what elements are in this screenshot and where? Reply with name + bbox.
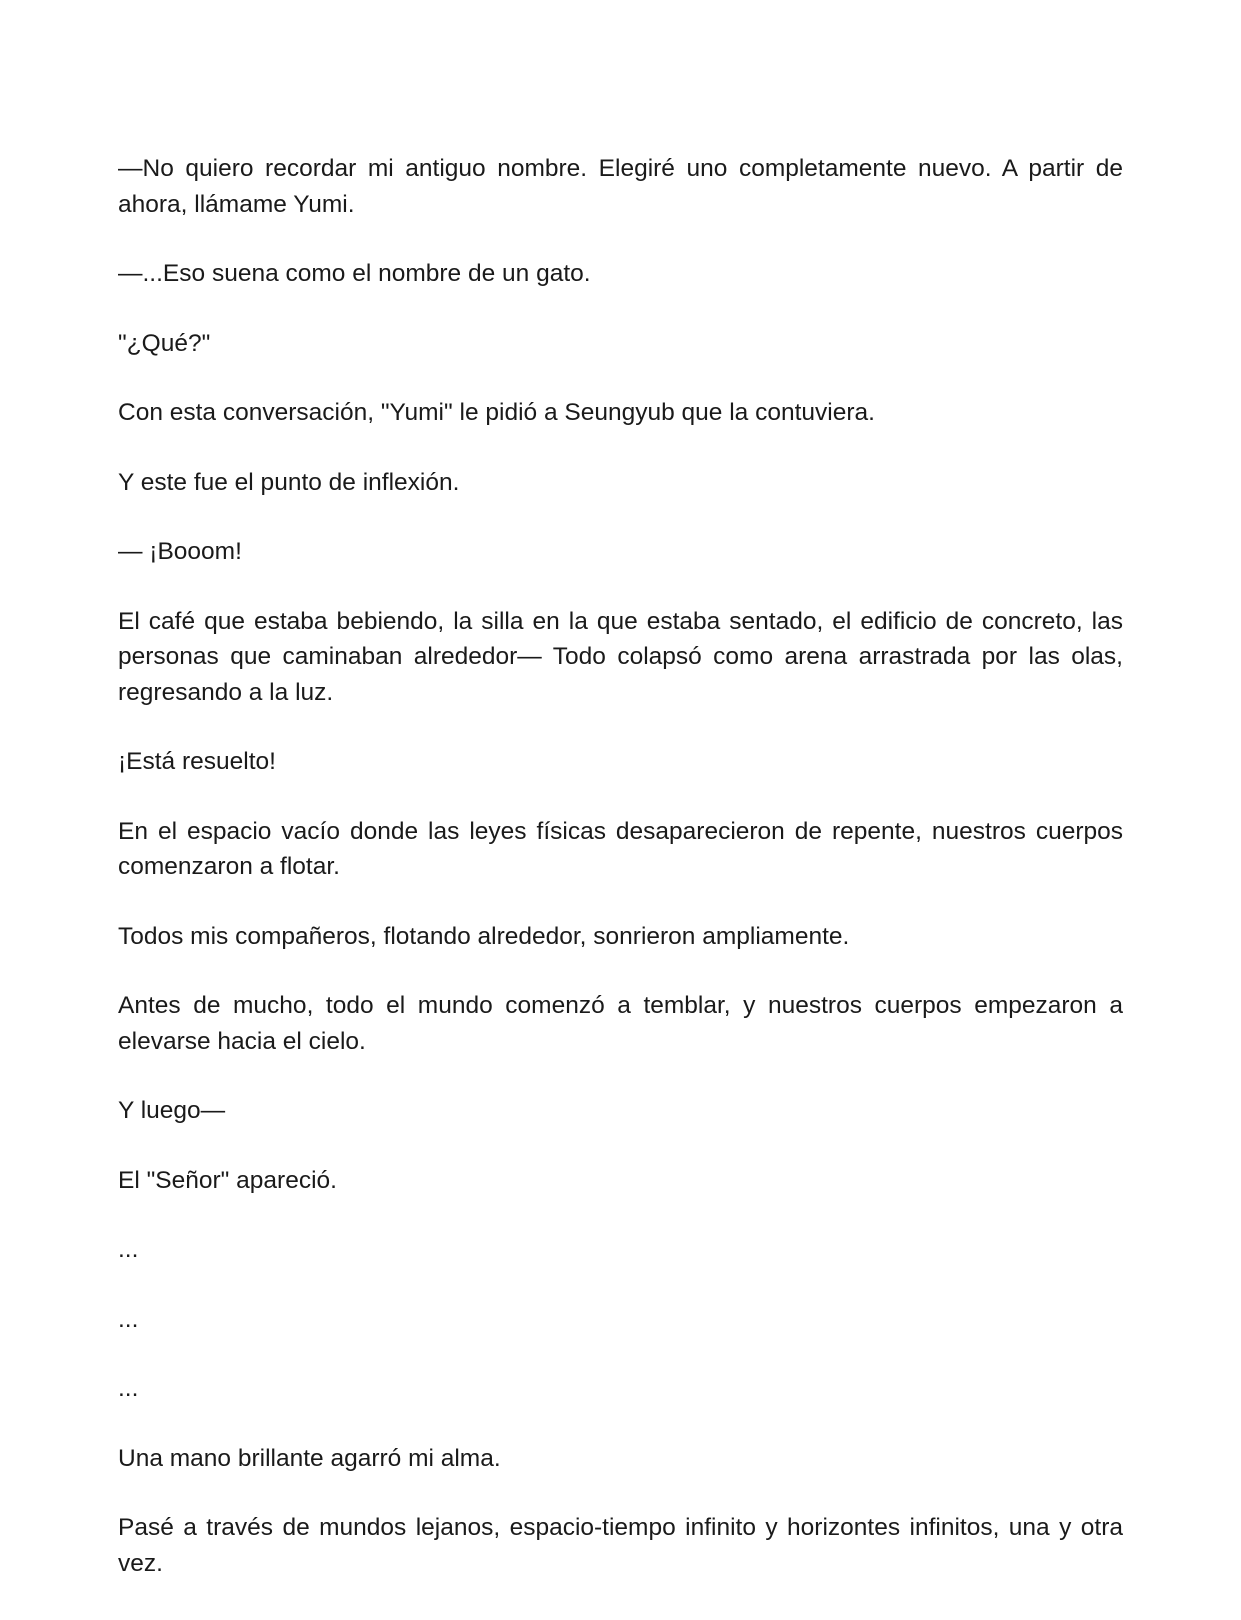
paragraph: El café que estaba bebiendo, la silla en la que estaba sentado, el edificio de concreto, las personas que caminaban alrededor— Todo colapsó como arena arrastrada por las olas, regresando a la luz. xyxy=(118,607,1123,706)
paragraph: Pasé a través de mundos lejanos, espacio-tiempo infinito y horizontes infinitos, una y otra vez. xyxy=(118,1514,1123,1577)
paragraph: Todos mis compañeros, flotando alrededor, sonrieron ampliamente. xyxy=(118,922,850,950)
paragraph: Una mano brillante agarró mi alma. xyxy=(118,1444,501,1472)
paragraph: Y este fue el punto de inflexión. xyxy=(118,468,460,496)
paragraph: "¿Qué?" xyxy=(118,329,211,357)
paragraph: Antes de mucho, todo el mundo comenzó a temblar, y nuestros cuerpos empezaron a elevarse hacia el cielo. xyxy=(118,992,1123,1055)
document-body xyxy=(118,151,1123,1615)
paragraph: —...Eso suena como el nombre de un gato. xyxy=(118,260,591,287)
paragraph: Con esta conversación, "Yumi" le pidió a Seungyub que la contuviera. xyxy=(118,399,875,426)
paragraph: Y luego— xyxy=(118,1097,226,1124)
paragraph: ¡Está resuelto! xyxy=(118,748,276,775)
paragraph: En el espacio vacío donde las leyes físicas desaparecieron de repente, nuestros cuerpos comenzaron a flotar. xyxy=(118,817,1123,880)
paragraph: — ¡Booom! xyxy=(118,538,242,565)
paragraph: —No quiero recordar mi antiguo nombre. Elegiré uno completamente nuevo. A partir de ahora, llámame Yumi. xyxy=(118,155,1123,218)
ellipsis-paragraph: ... xyxy=(118,1375,139,1402)
ellipsis-paragraph: ... xyxy=(118,1305,139,1333)
paragraph: El "Señor" apareció. xyxy=(118,1166,337,1194)
ellipsis-paragraph: ... xyxy=(118,1236,139,1263)
